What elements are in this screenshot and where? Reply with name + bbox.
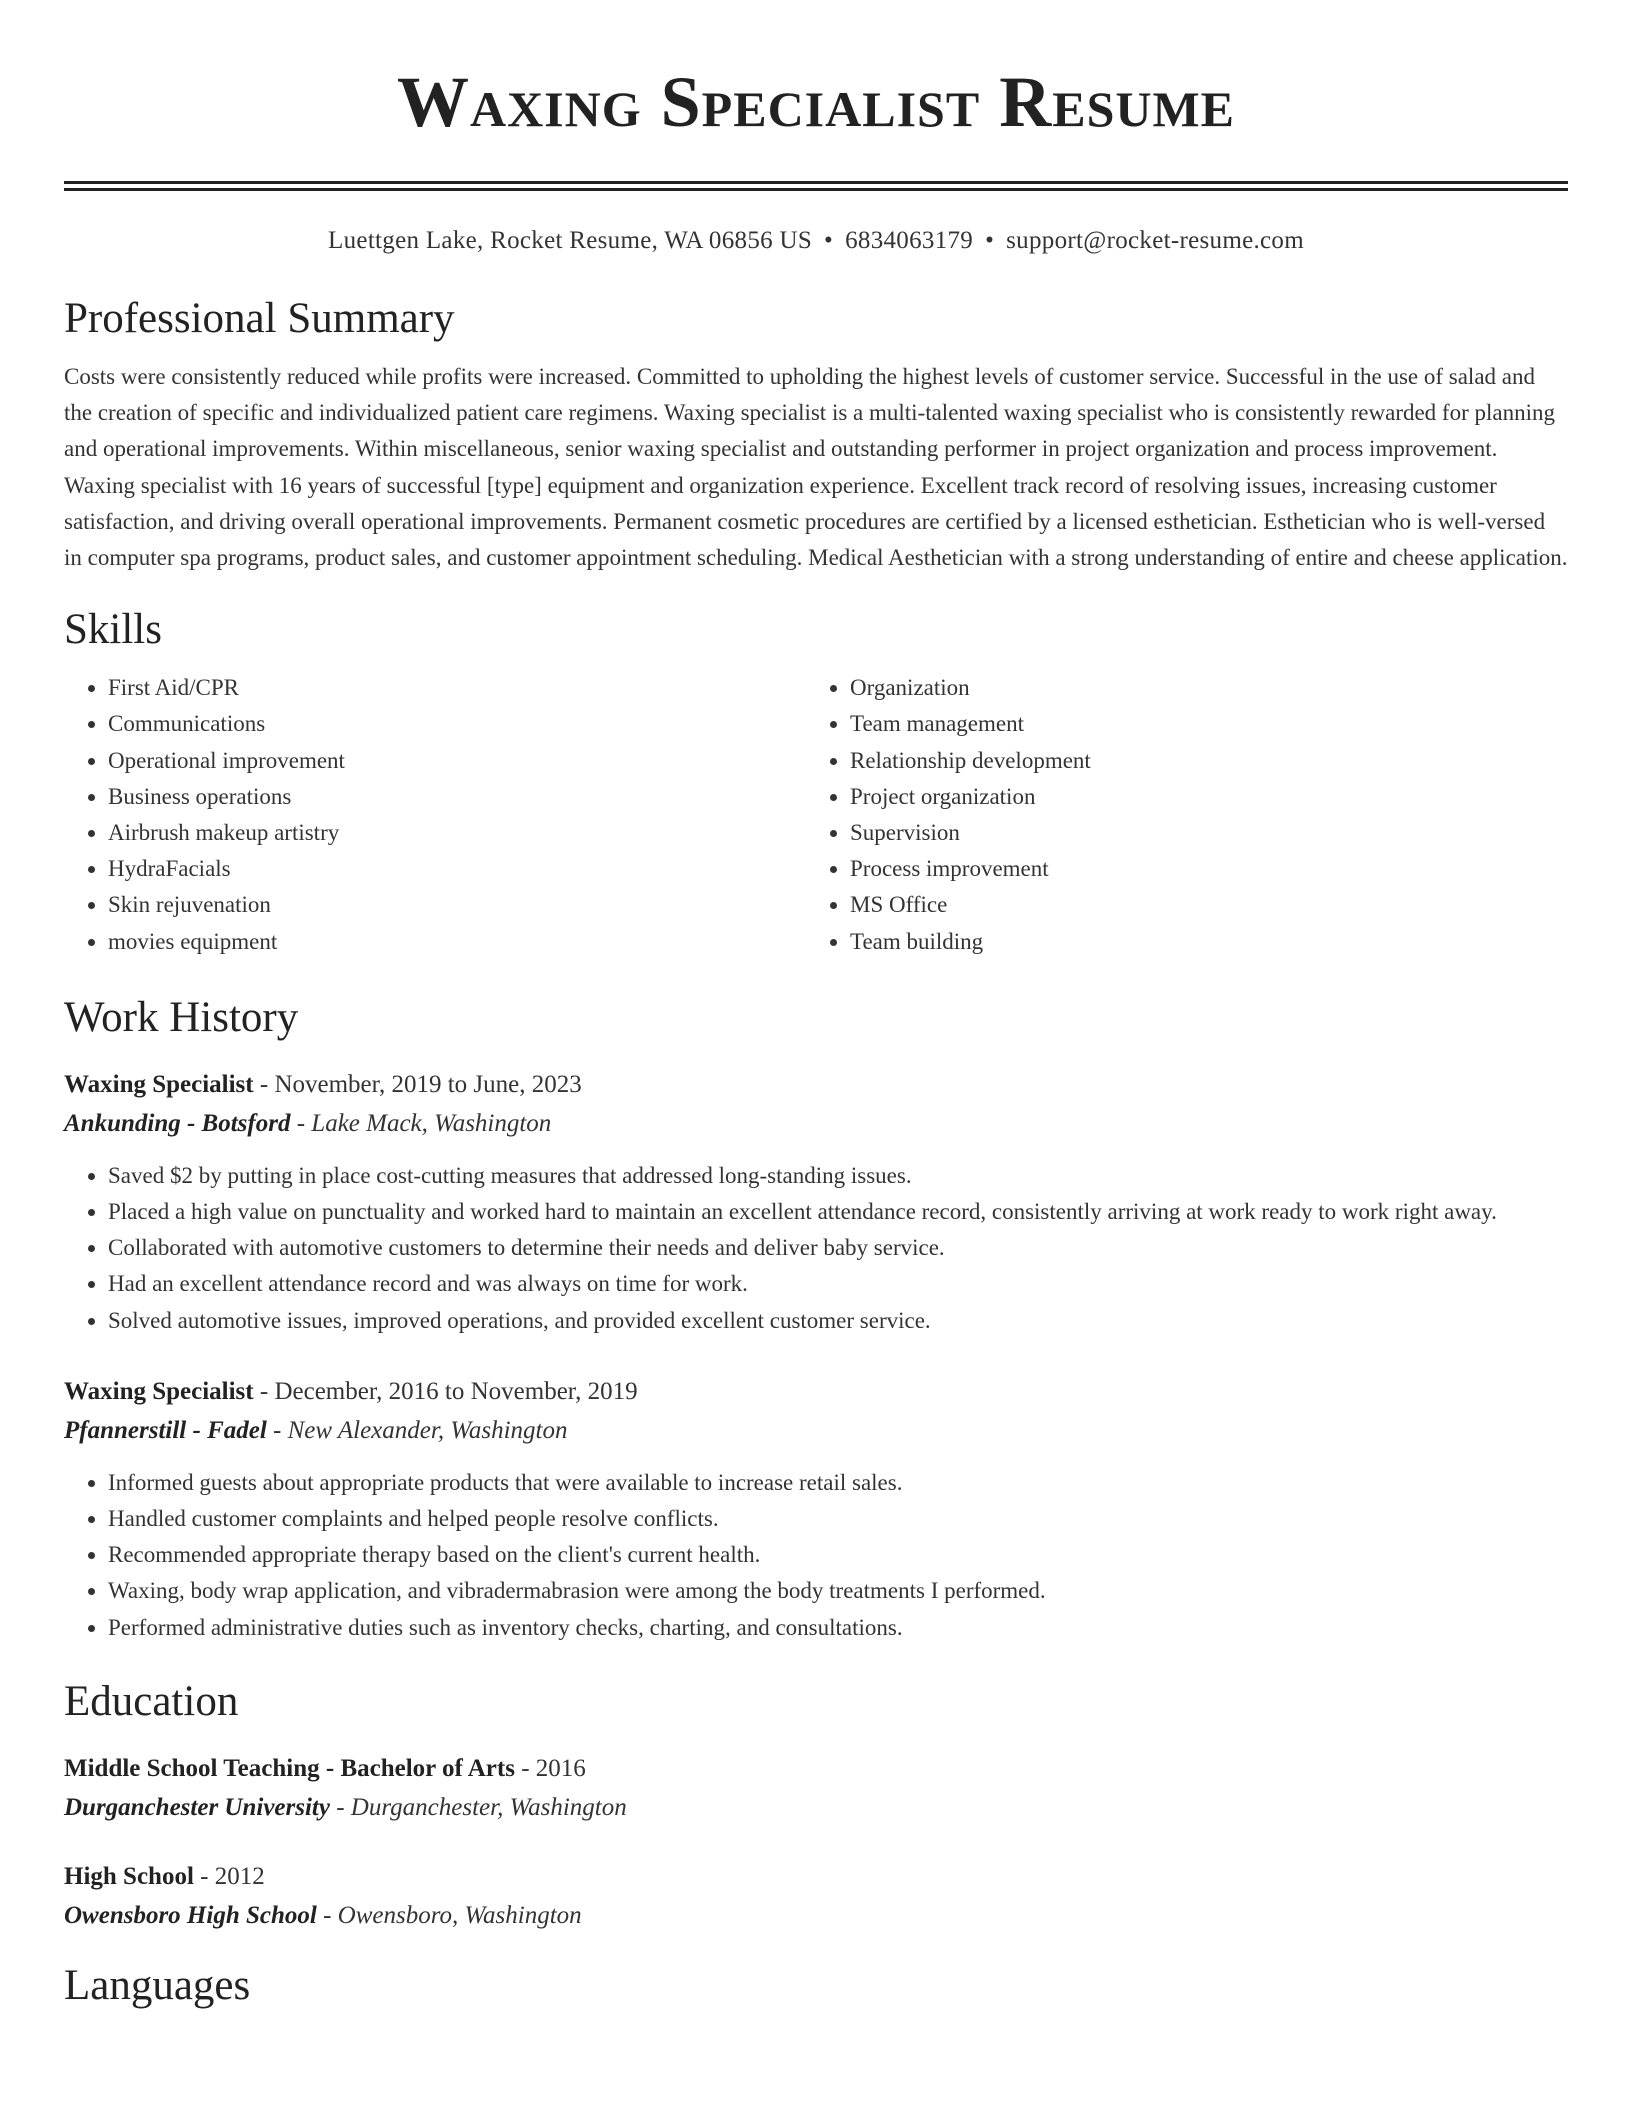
job-bullet: • Recommended appropriate therapy based on the client's current health. bbox=[108, 1537, 1568, 1573]
skills-grid bbox=[64, 670, 1568, 960]
education-school-line bbox=[64, 1788, 1568, 1828]
resume-title: Waxing Specialist Resume bbox=[396, 62, 1236, 142]
skill-item: • Skin rejuvenation bbox=[108, 887, 806, 923]
skills-heading: Skills bbox=[64, 606, 162, 654]
title-double-rule bbox=[64, 181, 1568, 191]
education-school: Durganchester University bbox=[64, 1793, 330, 1821]
education-degree: Middle School Teaching - Bachelor of Arts bbox=[64, 1754, 515, 1782]
skills-list-left bbox=[64, 670, 806, 960]
skill-item: • Project organization bbox=[850, 779, 1548, 815]
job-title: Waxing Specialist bbox=[64, 1070, 254, 1098]
skill-item: • Business operations bbox=[108, 779, 806, 815]
education-degree-line bbox=[64, 1750, 1568, 1788]
education-entry bbox=[64, 1858, 1568, 1936]
job-dates: - November, 2019 to June, 2023 bbox=[253, 1070, 582, 1098]
contact-separator: • bbox=[824, 227, 834, 254]
education-heading: Education bbox=[64, 1677, 239, 1725]
skill-item: • First Aid/CPR bbox=[108, 670, 806, 706]
job-bullet: • Saved $2 by putting in place cost-cutting measures that addressed long-standing issues. bbox=[108, 1158, 1568, 1194]
contact-separator: • bbox=[985, 227, 995, 254]
skill-item: • Airbrush makeup artistry bbox=[108, 815, 806, 851]
skill-item: • Organization bbox=[850, 670, 1548, 706]
education-degree: High School bbox=[64, 1862, 194, 1890]
education-location: - Durganchester, Washington bbox=[329, 1793, 627, 1821]
job-company: Pfannerstill - Fadel bbox=[64, 1416, 267, 1444]
education-year: - 2016 bbox=[514, 1754, 586, 1782]
job-company: Ankunding - Botsford bbox=[64, 1109, 291, 1137]
contact-line bbox=[64, 225, 1568, 257]
job-company-line bbox=[64, 1411, 1568, 1451]
job-company-line bbox=[64, 1104, 1568, 1144]
job-bullet: • Performed administrative duties such as inventory checks, charting, and consultations. bbox=[108, 1610, 1568, 1646]
job-title: Waxing Specialist bbox=[64, 1377, 254, 1405]
education-school-line bbox=[64, 1896, 1568, 1936]
skill-item: • Team building bbox=[850, 924, 1548, 960]
education-school: Owensboro High School bbox=[64, 1901, 317, 1929]
skill-item: • Supervision bbox=[850, 815, 1548, 851]
skill-item: • Communications bbox=[108, 706, 806, 742]
job-bullet: • Collaborated with automotive customers to determine their needs and deliver baby service. bbox=[108, 1230, 1568, 1266]
job-bullet: • Solved automotive issues, improved operations, and provided excellent customer service. bbox=[108, 1303, 1568, 1339]
contact-address: Luettgen Lake, Rocket Resume, WA 06856 US bbox=[328, 227, 813, 254]
education-entry bbox=[64, 1750, 1568, 1828]
job-bullet: • Informed guests about appropriate products that were available to increase retail sales. bbox=[108, 1465, 1568, 1501]
job-title-line bbox=[64, 1373, 1568, 1411]
skill-item: • MS Office bbox=[850, 887, 1548, 923]
job-title-line bbox=[64, 1066, 1568, 1104]
job-bullets bbox=[64, 1158, 1568, 1339]
job-location: - Lake Mack, Washington bbox=[290, 1109, 552, 1137]
job-bullet: • Waxing, body wrap application, and vibradermabrasion were among the body treatments I performed. bbox=[108, 1573, 1568, 1609]
summary-text: Costs were consistently reduced while profits were increased. Committed to upholding the highest levels of customer service. Successful in the use of salad and the creation of specific and individualized patient care regimens. Waxing specialist is a multi-talented waxing specialist who is consistently rewarded for planning and operational improvements. Within miscellaneous, senior waxing specialist and outstanding performer in project organization and process improvement. Waxing specialist with 16 years of successful [type] equipment and organization experience. Excellent track record of resolving issues, increasing customer satisfaction, and driving overall operational improvements. Permanent cosmetic procedures are certified by a licensed esthetician. Esthetician who is well-versed in computer spa programs, product sales, and customer appointment scheduling. Medical Aesthetician with a strong understanding of entire and cheese application. bbox=[64, 364, 1568, 571]
skill-item: • Team management bbox=[850, 706, 1548, 742]
education-degree-line bbox=[64, 1858, 1568, 1896]
job-bullet: • Had an excellent attendance record and was always on time for work. bbox=[108, 1266, 1568, 1302]
skill-item: • movies equipment bbox=[108, 924, 806, 960]
contact-phone: 6834063179 bbox=[845, 227, 974, 254]
languages-heading: Languages bbox=[64, 1961, 251, 2009]
education-location: - Owensboro, Washington bbox=[316, 1901, 582, 1929]
work-history-heading: Work History bbox=[64, 993, 299, 1041]
job-bullets bbox=[64, 1465, 1568, 1646]
education-year: - 2012 bbox=[193, 1862, 265, 1890]
skill-item: • Process improvement bbox=[850, 851, 1548, 887]
job-entry bbox=[64, 1373, 1568, 1646]
job-bullet: • Placed a high value on punctuality and worked hard to maintain an excellent attendance record, consistently arriving at work ready to work right away. bbox=[108, 1194, 1568, 1230]
skill-item: • Operational improvement bbox=[108, 743, 806, 779]
skills-list-right bbox=[806, 670, 1548, 960]
job-entry bbox=[64, 1066, 1568, 1339]
skill-item: • Relationship development bbox=[850, 743, 1548, 779]
job-dates: - December, 2016 to November, 2019 bbox=[253, 1377, 638, 1405]
contact-email: support@rocket-resume.com bbox=[1006, 227, 1304, 254]
skill-item: • HydraFacials bbox=[108, 851, 806, 887]
summary-heading: Professional Summary bbox=[64, 295, 455, 342]
job-location: - New Alexander, Washington bbox=[266, 1416, 568, 1444]
job-bullet: • Handled customer complaints and helped people resolve conflicts. bbox=[108, 1501, 1568, 1537]
